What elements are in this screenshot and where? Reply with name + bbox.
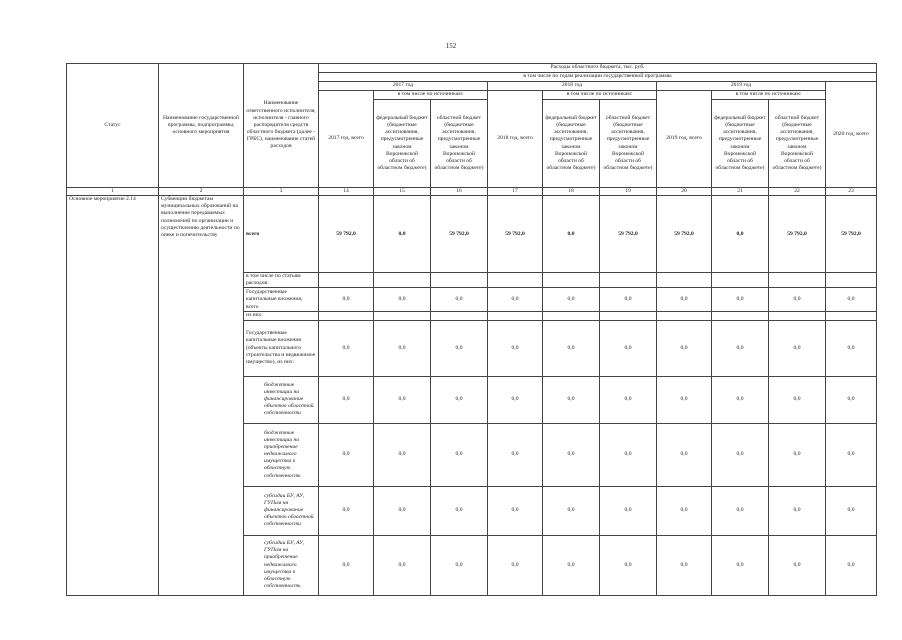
- value-cell: [374, 312, 431, 320]
- value-cell: 59 792,0: [319, 196, 374, 273]
- value-cell: 59 792,0: [431, 196, 488, 273]
- value-cell: 0,0: [374, 376, 431, 423]
- value-cell: 0,0: [769, 423, 826, 486]
- value-cell: 0,0: [488, 288, 543, 312]
- value-cell: [374, 273, 431, 288]
- row-label: в том числе по статьям расходов:: [244, 273, 319, 288]
- value-cell: 0,0: [712, 320, 769, 376]
- value-cell: [543, 273, 600, 288]
- header-by-years: в том числе по годам реализации государственной программы: [319, 73, 877, 82]
- value-cell: 0,0: [769, 486, 826, 535]
- col-num: 17: [488, 188, 543, 196]
- value-cell: 59 792,0: [600, 196, 657, 273]
- value-cell: 0,0: [657, 376, 712, 423]
- header-federal-2019: федеральный бюджет (бюджетные ассигнования, предусмотренные законом Воронежской области об областном бюджете): [712, 100, 769, 188]
- column-numbers: [67, 188, 877, 196]
- value-cell: 0,0: [826, 486, 877, 535]
- header-sources-2019: в том числе по источникам:: [712, 91, 826, 100]
- col-num: 3: [244, 188, 319, 196]
- value-cell: 0,0: [826, 320, 877, 376]
- table-header: [67, 64, 877, 188]
- value-cell: [319, 273, 374, 288]
- value-cell: 59 792,0: [826, 196, 877, 273]
- header-sources-2018: в том числе по источникам:: [543, 91, 657, 100]
- value-cell: [431, 273, 488, 288]
- value-cell: 0,0: [600, 320, 657, 376]
- value-cell: [488, 312, 543, 320]
- value-cell: 0,0: [600, 288, 657, 312]
- table-body: [67, 196, 877, 595]
- value-cell: 0,0: [543, 423, 600, 486]
- value-cell: [657, 312, 712, 320]
- value-cell: [600, 273, 657, 288]
- value-cell: 0,0: [600, 376, 657, 423]
- value-cell: [488, 273, 543, 288]
- col-num: 1: [67, 188, 159, 196]
- value-cell: 0,0: [319, 486, 374, 535]
- value-cell: 0,0: [543, 535, 600, 595]
- header-regional-2018: областной бюджет (бюджетные ассигнования, предусмотренные законом Воронежской области об областном бюджете): [600, 100, 657, 188]
- header-year-2018: 2018 год: [488, 82, 657, 91]
- row-label: бюджетные инвестиции на финансирование объектов областной собственности: [244, 376, 319, 423]
- value-cell: [543, 312, 600, 320]
- value-cell: 0,0: [374, 196, 431, 273]
- column-numbers-row: [67, 188, 877, 196]
- value-cell: 0,0: [374, 486, 431, 535]
- row-label: всего: [244, 196, 319, 273]
- row-label: Государственные капитальные вложения (объекты капитального строительства и недвижимое имущество), из них:: [244, 320, 319, 376]
- header-program-name: Наименование государственной программы, подпрограммы, основного мероприятия: [159, 64, 244, 188]
- value-cell: [769, 273, 826, 288]
- value-cell: 0,0: [826, 423, 877, 486]
- header-status: Статус: [67, 64, 159, 188]
- value-cell: 0,0: [712, 486, 769, 535]
- col-num: 15: [374, 188, 431, 196]
- value-cell: 0,0: [319, 423, 374, 486]
- col-num: 2: [159, 188, 244, 196]
- value-cell: 0,0: [488, 535, 543, 595]
- value-cell: 0,0: [431, 486, 488, 535]
- header-regional-2019: областной бюджет (бюджетные ассигнования, предусмотренные законом Воронежской области об областном бюджете): [769, 100, 826, 188]
- value-cell: 0,0: [319, 288, 374, 312]
- value-cell: 0,0: [712, 376, 769, 423]
- value-cell: [826, 273, 877, 288]
- header-total-2018: 2018 год, всего: [488, 91, 543, 188]
- col-num: 19: [600, 188, 657, 196]
- value-cell: 0,0: [600, 535, 657, 595]
- value-cell: 0,0: [600, 423, 657, 486]
- value-cell: [657, 273, 712, 288]
- header-expenses-title: Расходы областного бюджета, тыс. руб.: [319, 64, 877, 73]
- value-cell: 0,0: [319, 535, 374, 595]
- event-status: Основное мероприятие 2.14: [67, 196, 159, 595]
- value-cell: 0,0: [769, 535, 826, 595]
- value-cell: 0,0: [488, 376, 543, 423]
- header-year-2017: 2017 год: [319, 82, 488, 91]
- page-number: 152: [445, 42, 457, 50]
- value-cell: 0,0: [488, 486, 543, 535]
- value-cell: [712, 312, 769, 320]
- col-num: 23: [826, 188, 877, 196]
- header-total-2017: 2017 год, всего: [319, 91, 374, 188]
- value-cell: [600, 312, 657, 320]
- value-cell: 0,0: [431, 535, 488, 595]
- value-cell: 0,0: [712, 288, 769, 312]
- value-cell: [712, 273, 769, 288]
- value-cell: 0,0: [488, 320, 543, 376]
- value-cell: 0,0: [543, 320, 600, 376]
- value-cell: 0,0: [657, 423, 712, 486]
- header-total-2019: 2019 год, всего: [657, 91, 712, 188]
- value-cell: 0,0: [712, 196, 769, 273]
- header-sources-2017: в том числе по источникам:: [374, 91, 488, 100]
- value-cell: 0,0: [543, 288, 600, 312]
- col-num: 18: [543, 188, 600, 196]
- value-cell: 0,0: [374, 288, 431, 312]
- col-num: 14: [319, 188, 374, 196]
- table-row: [67, 196, 877, 273]
- value-cell: 0,0: [431, 288, 488, 312]
- value-cell: 0,0: [543, 196, 600, 273]
- value-cell: 0,0: [769, 376, 826, 423]
- value-cell: 0,0: [374, 535, 431, 595]
- col-num: 16: [431, 188, 488, 196]
- col-num: 22: [769, 188, 826, 196]
- col-num: 20: [657, 188, 712, 196]
- value-cell: 0,0: [769, 288, 826, 312]
- value-cell: 0,0: [431, 376, 488, 423]
- value-cell: 59 792,0: [488, 196, 543, 273]
- row-label: из них:: [244, 312, 319, 320]
- value-cell: [826, 312, 877, 320]
- value-cell: 0,0: [319, 376, 374, 423]
- value-cell: [769, 312, 826, 320]
- value-cell: 0,0: [319, 320, 374, 376]
- value-cell: 0,0: [431, 320, 488, 376]
- budget-table: [66, 63, 877, 596]
- value-cell: 0,0: [374, 423, 431, 486]
- header-executor: Наименование ответственного исполнителя, исполнителя - главного распорядителя средств областного бюджета (далее - ГРБС), наименование статей расходов: [244, 64, 319, 188]
- header-federal-2017: федеральный бюджет (бюджетные ассигнования, предусмотренные законом Воронежской области об областном бюджете): [374, 100, 431, 188]
- value-cell: 0,0: [488, 423, 543, 486]
- header-year-2019: 2019 год: [657, 82, 826, 91]
- value-cell: 0,0: [543, 486, 600, 535]
- value-cell: 0,0: [826, 535, 877, 595]
- header-total-2020: 2020 год, всего: [826, 82, 877, 188]
- value-cell: 59 792,0: [657, 196, 712, 273]
- value-cell: 0,0: [712, 423, 769, 486]
- value-cell: 0,0: [769, 320, 826, 376]
- value-cell: 0,0: [600, 486, 657, 535]
- value-cell: 0,0: [657, 486, 712, 535]
- header-regional-2017: областной бюджет (бюджетные ассигнования, предусмотренные законом Воронежской области об областном бюджете): [431, 100, 488, 188]
- value-cell: 0,0: [826, 288, 877, 312]
- value-cell: 0,0: [657, 288, 712, 312]
- value-cell: 0,0: [431, 423, 488, 486]
- value-cell: [431, 312, 488, 320]
- value-cell: 0,0: [374, 320, 431, 376]
- value-cell: 0,0: [712, 535, 769, 595]
- header-federal-2018: федеральный бюджет (бюджетные ассигнования, предусмотренные законом Воронежской области об областном бюджете): [543, 100, 600, 188]
- value-cell: 0,0: [657, 320, 712, 376]
- row-label: бюджетные инвестиции на приобретение недвижимого имущества в областную собственность: [244, 423, 319, 486]
- row-label: субсидии БУ, АУ, ГУПам на приобретение недвижимого имущества в областную собственность: [244, 535, 319, 595]
- row-label: Государственные капитальные вложения, всего: [244, 288, 319, 312]
- value-cell: 0,0: [543, 376, 600, 423]
- value-cell: [319, 312, 374, 320]
- col-num: 21: [712, 188, 769, 196]
- event-name: Субвенции бюджетам муниципальных образований на выполнение передаваемых полномочий по организации и осуществлению деятельности по опеке и попечительству: [159, 196, 244, 595]
- row-label: субсидии БУ, АУ, ГУПам на финансирование объектов областной собственности: [244, 486, 319, 535]
- value-cell: 59 792,0: [769, 196, 826, 273]
- value-cell: 0,0: [826, 376, 877, 423]
- value-cell: 0,0: [657, 535, 712, 595]
